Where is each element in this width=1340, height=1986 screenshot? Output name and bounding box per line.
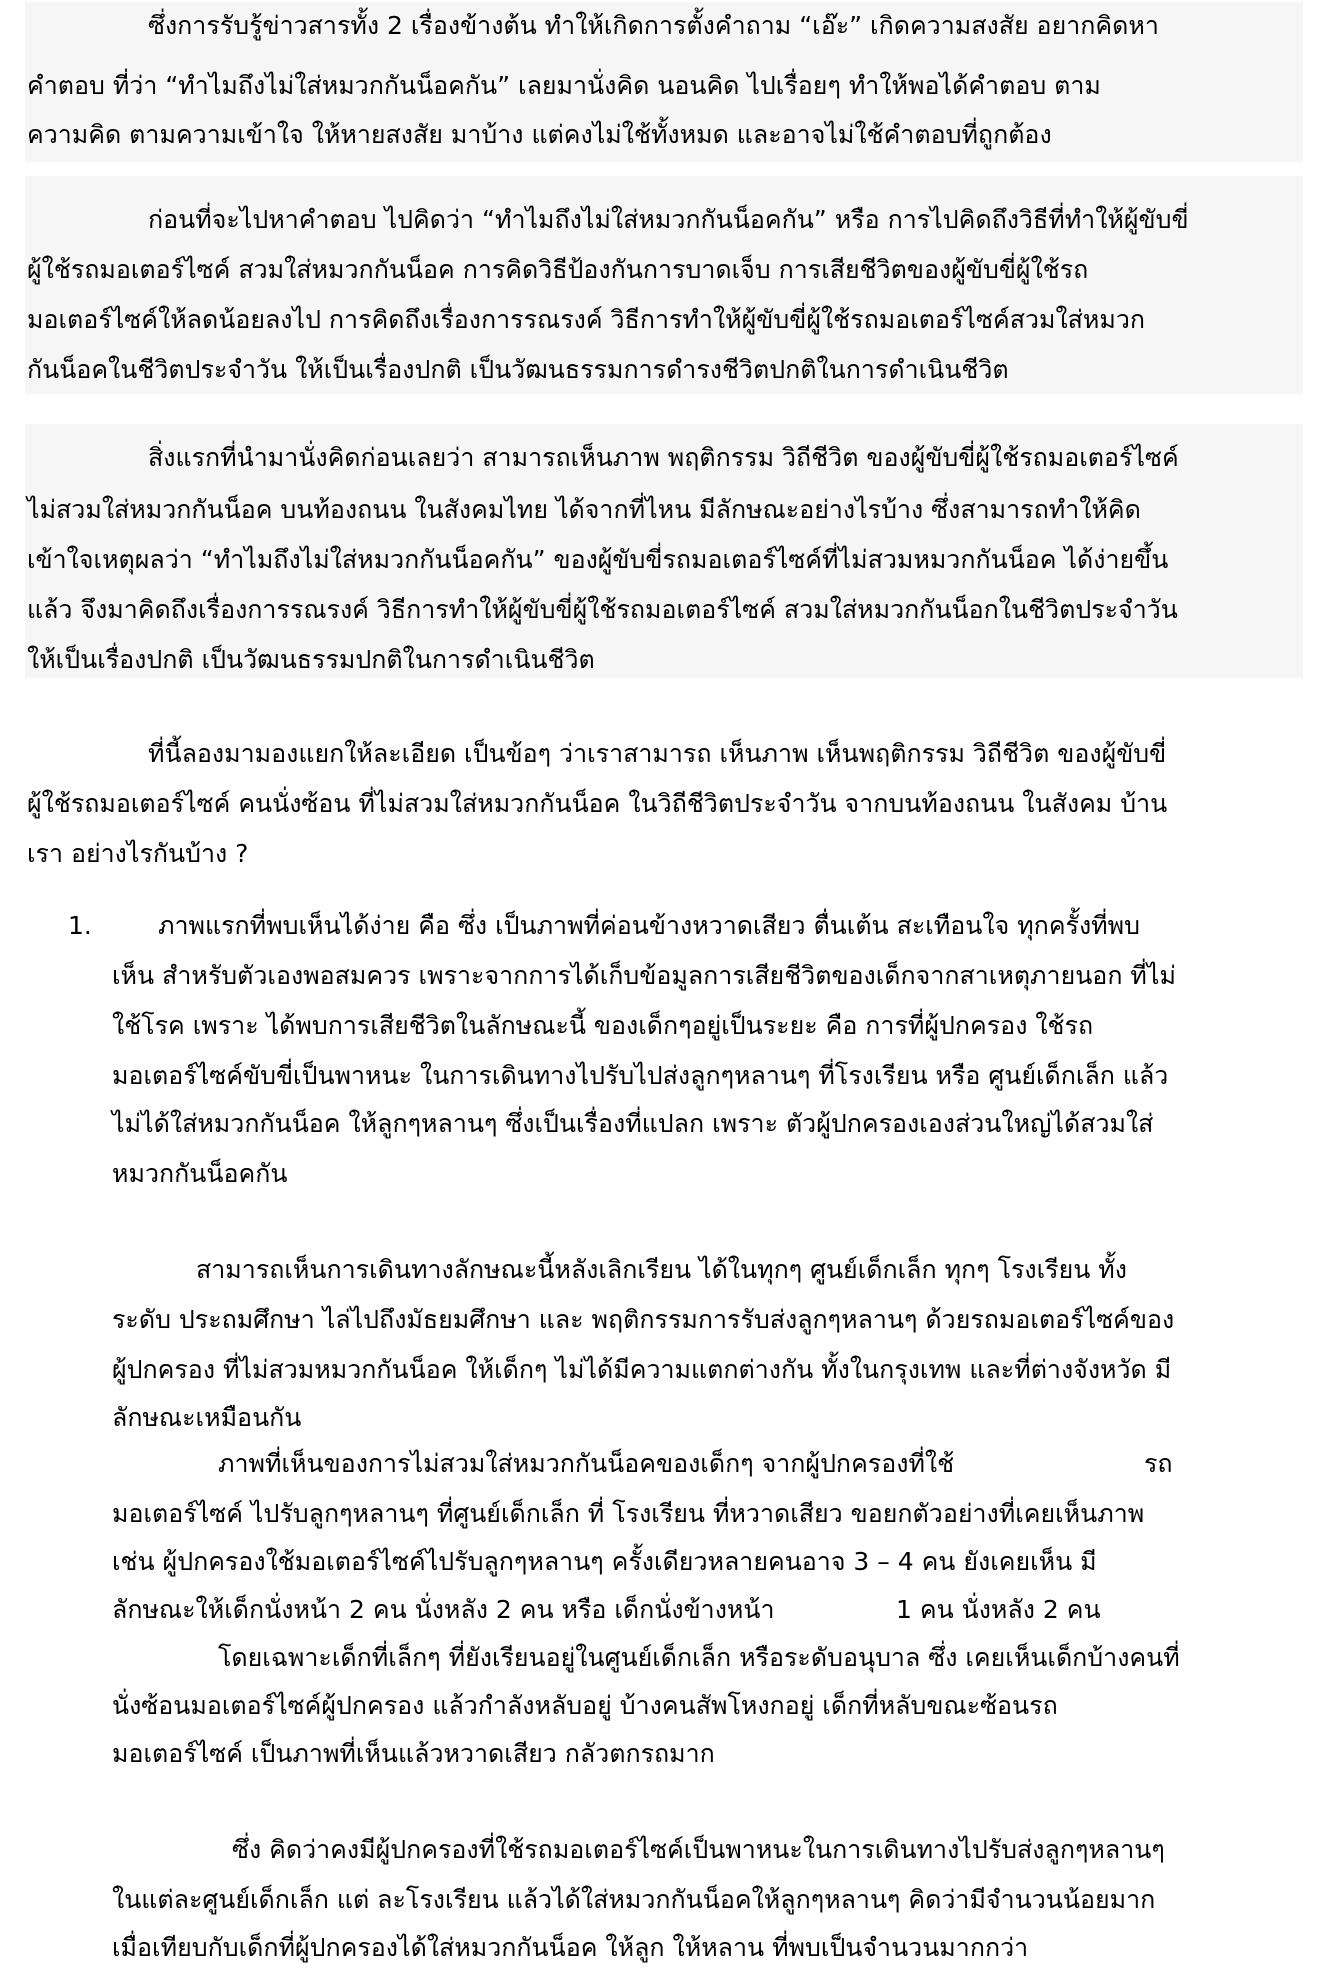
text-line: ระดับ ประถมศึกษา ไล่ไปถึงมัธยมศึกษา และ พฤติกรรมการรับส่งลูกๆหลานๆ ด้วยรถมอเตอร์ไซค์ของ bbox=[112, 1305, 1175, 1334]
text-line: มอเตอร์ไซค์ขับขี่เป็นพาหนะ ในการเดินทางไปรับไปส่งลูกๆหลานๆ ที่โรงเรียน หรือ ศูนย์เด็กเล็ก แล้ว bbox=[112, 1061, 1169, 1090]
text-line: นั่งซ้อนมอเตอร์ไซค์ผู้ปกครอง แล้วกำลังหลับอยู่ บ้างคนสัพโหงกอยู่ เด็กที่หลับขณะซ้อนรถ bbox=[112, 1691, 1058, 1720]
text-line: หมวกกันน็อคกัน bbox=[112, 1159, 288, 1188]
text-line: ซึ่งการรับรู้ข่าวสารทั้ง 2 เรื่องข้างต้น ทำให้เกิดการตั้งคำถาม “เอ๊ะ” เกิดความสงสัย อยากคิดหา bbox=[148, 11, 1159, 40]
text-fragment: รถ bbox=[1144, 1449, 1173, 1478]
text-line: แล้ว จึงมาคิดถึงเรื่องการรณรงค์ วิธีการทำให้ผู้ขับขี่ผู้ใช้รถมอเตอร์ไซค์ สวมใส่หมวกกันน็อกในชีวิตประจำวัน bbox=[27, 595, 1178, 624]
text-line: ใช้โรค เพราะ ได้พบการเสียชีวิตในลักษณะนี้ ของเด็กๆอยู่เป็นระยะ คือ การที่ผู้ปกครอง ใช้รถ bbox=[112, 1011, 1094, 1040]
text-line: เข้าใจเหตุผลว่า “ทำไมถึงไม่ใส่หมวกกันน็อคกัน” ของผู้ขับขี่รถมอเตอร์ไซค์ที่ไม่สวมหมวกกันน็อค ได้ง่ายขึ้น bbox=[27, 545, 1169, 574]
text-line: ให้เป็นเรื่องปกติ เป็นวัฒนธรรมปกติในการดำเนินชีวิต bbox=[27, 645, 595, 674]
text-line: มอเตอร์ไซค์ เป็นภาพที่เห็นแล้วหวาดเสียว กลัวตกรถมาก bbox=[112, 1739, 715, 1768]
text-line: ภาพที่เห็นของการไม่สวมใส่หมวกกันน็อคของเด็กๆ จากผู้ปกครองที่ใช้ bbox=[218, 1449, 955, 1478]
text-line: ผู้ใช้รถมอเตอร์ไซค์ คนนั่งซ้อน ที่ไม่สวมใส่หมวกกันน็อค ในวิถีชีวิตประจำวัน จากบนท้องถนน ในสังคม บ้าน bbox=[27, 789, 1168, 818]
text-line: ความคิด ตามความเข้าใจ ให้หายสงสัย มาบ้าง แต่คงไม่ใช้ทั้งหมด และอาจไม่ใช้คำตอบที่ถูกต้อง bbox=[27, 120, 1052, 149]
text-line: ลักษณะเหมือนกัน bbox=[112, 1403, 302, 1432]
text-line: เห็น สำหรับตัวเองพอสมควร เพราะจากการได้เก็บข้อมูลการเสียชีวิตของเด็กจากสาเหตุภายนอก ที่ไม่ bbox=[112, 961, 1176, 990]
text-line: ก่อนที่จะไปหาคำตอบ ไปคิดว่า “ทำไมถึงไม่ใส่หมวกกันน็อคกัน” หรือ การไปคิดถึงวิธีที่ทำให้ผู้ขับขี่ bbox=[148, 205, 1189, 234]
text-fragment: 1 คน นั่งหลัง 2 คน bbox=[896, 1595, 1101, 1624]
text-line: ภาพแรกที่พบเห็นได้ง่าย คือ ซึ่ง เป็นภาพที่ค่อนข้างหวาดเสียว ตื่นเต้น สะเทือนใจ ทุกครั้งที่พบ bbox=[158, 911, 1141, 940]
text-line: ไม่สวมใส่หมวกกันน็อค บนท้องถนน ในสังคมไทย ได้จากที่ไหน มีลักษณะอย่างไรบ้าง ซึ่งสามารถทำให้คิด bbox=[27, 495, 1141, 524]
text-line: สิ่งแรกที่นำมานั่งคิดก่อนเลยว่า สามารถเห็นภาพ พฤติกรรม วิถีชีวิต ของผู้ขับขี่ผู้ใช้รถมอเตอร์ไซค์ bbox=[148, 443, 1179, 472]
text-line: เช่น ผู้ปกครองใช้มอเตอร์ไซค์ไปรับลูกๆหลานๆ ครั้งเดียวหลายคนอาจ 3 – 4 คน ยังเคยเห็น มี bbox=[112, 1547, 1097, 1576]
text-line: มอเตอร์ไซค์ ไปรับลูกๆหลานๆ ที่ศูนย์เด็กเล็ก ที่ โรงเรียน ที่หวาดเสียว ขอยกตัวอย่างที่เคยเห็นภาพ bbox=[112, 1499, 1145, 1528]
text-line: คำตอบ ที่ว่า “ทำไมถึงไม่ใส่หมวกกันน็อคกัน” เลยมานั่งคิด นอนคิด ไปเรื่อยๆ ทำให้พอได้คำตอบ ตาม bbox=[27, 71, 1101, 100]
text-line: มอเตอร์ไซค์ให้ลดน้อยลงไป การคิดถึงเรื่องการรณรงค์ วิธีการทำให้ผู้ขับขี่ผู้ใช้รถมอเตอร์ไซค์สวมใส่หมวก bbox=[27, 305, 1146, 334]
text-line: ลักษณะให้เด็กนั่งหน้า 2 คน นั่งหลัง 2 คน หรือ เด็กนั่งข้างหน้า bbox=[112, 1595, 775, 1624]
text-line: ไม่ได้ใส่หมวกกันน็อค ให้ลูกๆหลานๆ ซึ่งเป็นเรื่องที่แปลก เพราะ ตัวผู้ปกครองเองส่วนใหญ่ได้สวมใส่ bbox=[112, 1109, 1154, 1138]
text-line: กันน็อคในชีวิตประจำวัน ให้เป็นเรื่องปกติ เป็นวัฒนธรรมการดำรงชีวิตปกติในการดำเนินชีวิต bbox=[27, 355, 1009, 384]
text-line: ซึ่ง คิดว่าคงมีผู้ปกครองที่ใช้รถมอเตอร์ไซค์เป็นพาหนะในการเดินทางไปรับส่งลูกๆหลานๆ bbox=[232, 1835, 1165, 1864]
text-line: ผู้ใช้รถมอเตอร์ไซค์ สวมใส่หมวกกันน็อค การคิดวิธีป้องกันการบาดเจ็บ การเสียชีวิตของผู้ขับขี่ผู้ใช้รถ bbox=[27, 255, 1089, 284]
text-line: เรา อย่างไรกันบ้าง ? bbox=[27, 839, 249, 868]
list-number: 1. bbox=[68, 911, 92, 940]
text-line: ที่นี้ลองมามองแยกให้ละเอียด เป็นข้อๆ ว่าเราสามารถ เห็นภาพ เห็นพฤติกรรม วิถีชีวิต ของผู้ขับขี่ bbox=[148, 739, 1167, 768]
text-line: ในแต่ละศูนย์เด็กเล็ก แต่ ละโรงเรียน แล้วได้ใส่หมวกกันน็อคให้ลูกๆหลานๆ คิดว่ามีจำนวนน้อยมาก bbox=[112, 1885, 1156, 1914]
text-line: โดยเฉพาะเด็กที่เล็กๆ ที่ยังเรียนอยู่ในศูนย์เด็กเล็ก หรือระดับอนุบาล ซึ่ง เคยเห็นเด็กบ้างคนที่ bbox=[218, 1643, 1180, 1672]
text-line: เมื่อเทียบกับเด็กที่ผู้ปกครองได้ใส่หมวกกันน็อค ให้ลูก ให้หลาน ที่พบเป็นจำนวนมากกว่า bbox=[112, 1933, 1029, 1962]
text-line: สามารถเห็นการเดินทางลักษณะนี้หลังเลิกเรียน ได้ในทุกๆ ศูนย์เด็กเล็ก ทุกๆ โรงเรียน ทั้ง bbox=[196, 1255, 1127, 1284]
text-line: ผู้ปกครอง ที่ไม่สวมหมวกกันน็อค ให้เด็กๆ ไม่ได้มีความแตกต่างกัน ทั้งในกรุงเทพ และที่ต่างจังหวัด มี bbox=[112, 1355, 1172, 1384]
